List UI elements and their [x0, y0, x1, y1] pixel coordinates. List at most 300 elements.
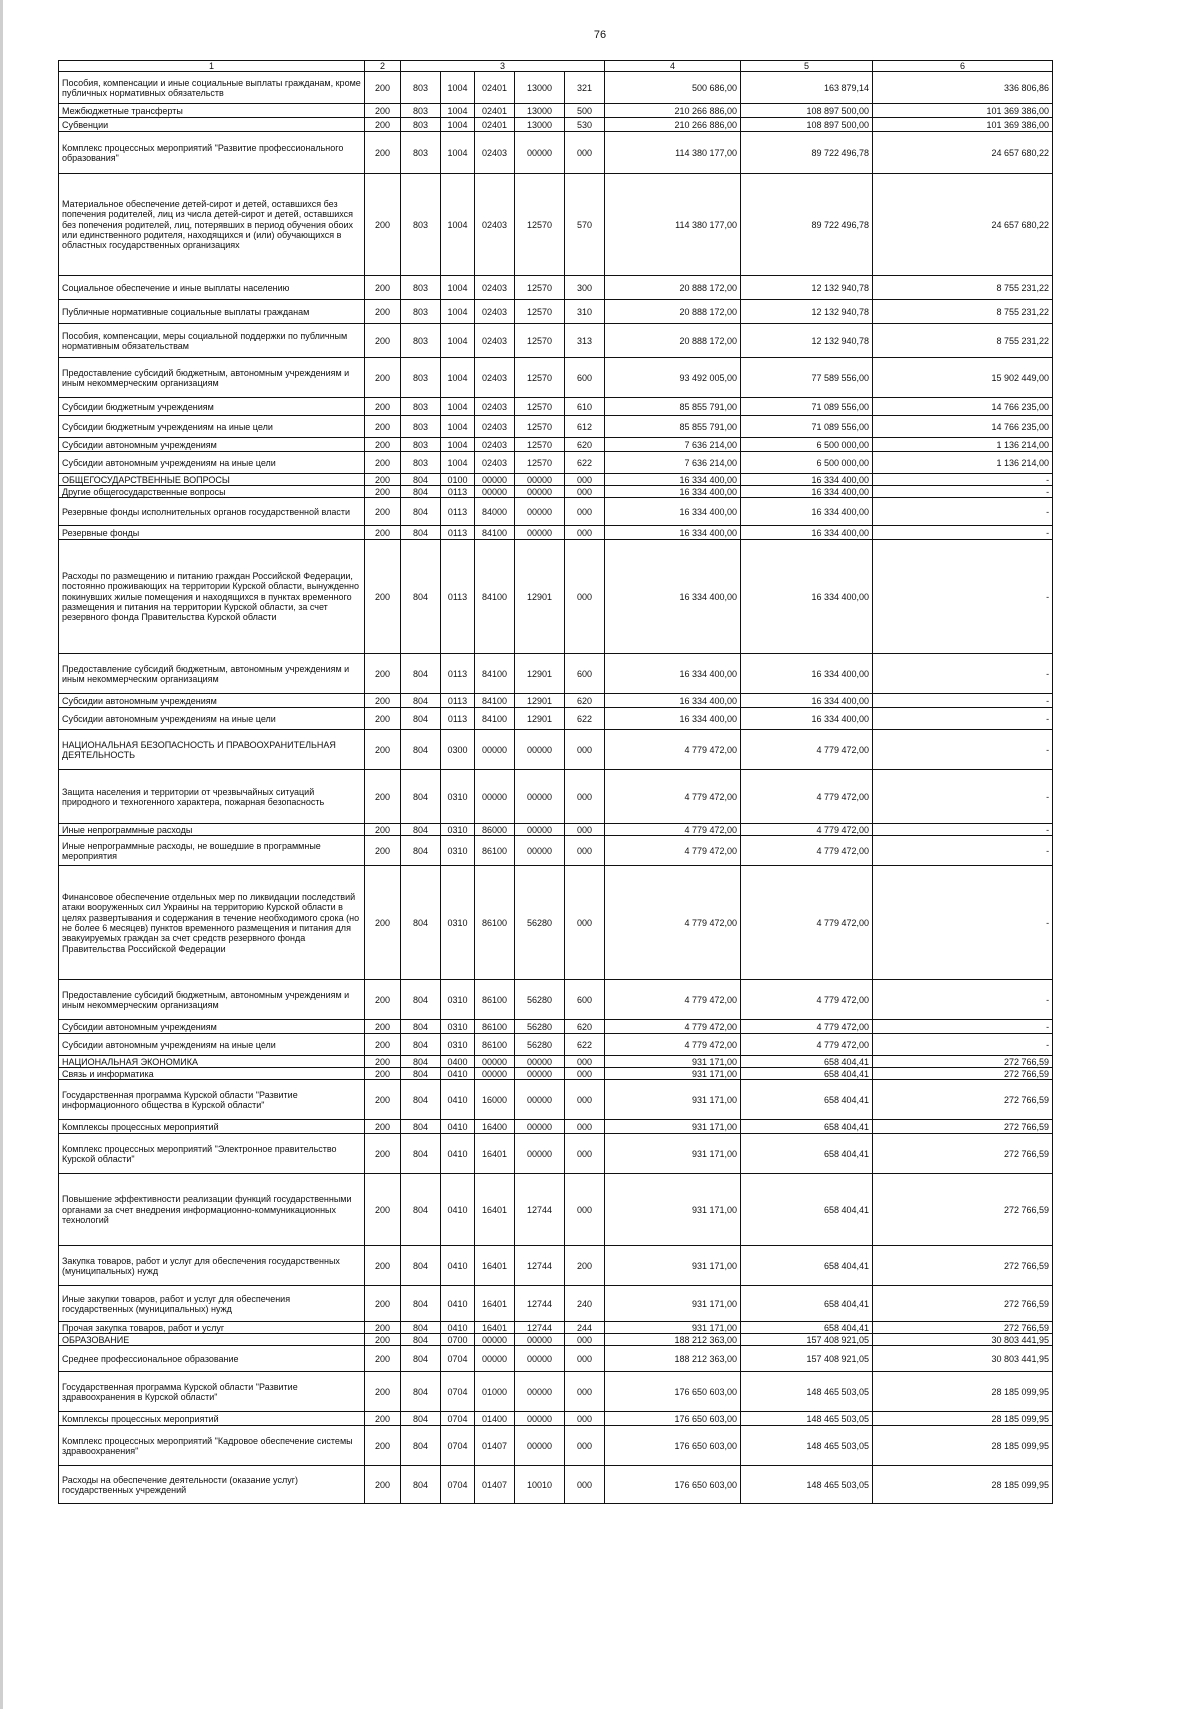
expense-type-code: 570 — [565, 174, 605, 276]
col2-code: 200 — [365, 1426, 401, 1466]
amount-col6: 272 766,59 — [873, 1286, 1053, 1322]
direction-code: 12744 — [515, 1286, 565, 1322]
row-name: Субсидии автономным учреждениям на иные цели — [59, 708, 365, 730]
expense-type-code: 200 — [565, 1246, 605, 1286]
program-code: 02403 — [475, 276, 515, 300]
amount-col5: 12 132 940,78 — [741, 276, 873, 300]
table-row — [59, 1068, 1053, 1080]
direction-code: 12570 — [515, 416, 565, 438]
section-code: 0410 — [441, 1120, 475, 1134]
expense-type-code: 500 — [565, 104, 605, 118]
col2-code: 200 — [365, 866, 401, 980]
table-row — [59, 324, 1053, 358]
col2-code: 200 — [365, 1322, 401, 1334]
direction-code: 12570 — [515, 174, 565, 276]
direction-code: 00000 — [515, 486, 565, 498]
row-name: Субсидии бюджетным учреждениям — [59, 398, 365, 416]
header-col-1: 1 — [59, 61, 365, 72]
table-row — [59, 540, 1053, 654]
ministry-code: 803 — [401, 118, 441, 132]
row-name: Финансовое обеспечение отдельных мер по ликвидации последствий атаки вооруженных сил Украины на территорию Курской области в целях развертывания и содержания в течение необходимого срока (но не более 6 месяцев) пунктов временного размещения и питания для эвакуируемых граждан за счет средств резервного фонда Правительства Российской Федерации — [59, 866, 365, 980]
amount-col4: 931 171,00 — [605, 1056, 741, 1068]
row-name: Комплекс процессных мероприятий "Кадровое обеспечение системы здравоохранения" — [59, 1426, 365, 1466]
program-code: 16401 — [475, 1286, 515, 1322]
amount-col5: 16 334 400,00 — [741, 474, 873, 486]
ministry-code: 804 — [401, 694, 441, 708]
amount-col5: 4 779 472,00 — [741, 866, 873, 980]
direction-code: 12744 — [515, 1174, 565, 1246]
amount-col6: 272 766,59 — [873, 1120, 1053, 1134]
section-code: 0410 — [441, 1080, 475, 1120]
section-code: 0410 — [441, 1322, 475, 1334]
amount-col6: - — [873, 836, 1053, 866]
program-code: 02401 — [475, 104, 515, 118]
amount-col4: 931 171,00 — [605, 1068, 741, 1080]
amount-col6: 1 136 214,00 — [873, 438, 1053, 452]
amount-col6: - — [873, 1020, 1053, 1034]
ministry-code: 803 — [401, 276, 441, 300]
table-row — [59, 730, 1053, 770]
amount-col5: 108 897 500,00 — [741, 118, 873, 132]
budget-table — [58, 60, 1053, 1504]
expense-type-code: 000 — [565, 770, 605, 824]
row-name: Повышение эффективности реализации функций государственными органами за счет внедрения информационно-коммуникационных технологий — [59, 1174, 365, 1246]
amount-col5: 148 465 503,05 — [741, 1412, 873, 1426]
amount-col5: 16 334 400,00 — [741, 694, 873, 708]
ministry-code: 803 — [401, 104, 441, 118]
amount-col4: 931 171,00 — [605, 1286, 741, 1322]
program-code: 02401 — [475, 118, 515, 132]
program-code: 84100 — [475, 708, 515, 730]
section-code: 0310 — [441, 824, 475, 836]
program-code: 01407 — [475, 1466, 515, 1504]
program-code: 02403 — [475, 438, 515, 452]
ministry-code: 803 — [401, 300, 441, 324]
table-row — [59, 474, 1053, 486]
row-name: Резервные фонды — [59, 526, 365, 540]
program-code: 16400 — [475, 1120, 515, 1134]
expense-type-code: 000 — [565, 1174, 605, 1246]
expense-type-code: 620 — [565, 438, 605, 452]
section-code: 1004 — [441, 118, 475, 132]
amount-col5: 6 500 000,00 — [741, 452, 873, 474]
header-col-2: 2 — [365, 61, 401, 72]
row-name: Субсидии автономным учреждениям — [59, 1020, 365, 1034]
row-name: Социальное обеспечение и иные выплаты населению — [59, 276, 365, 300]
amount-col6: - — [873, 770, 1053, 824]
section-code: 1004 — [441, 132, 475, 174]
amount-col6: - — [873, 980, 1053, 1020]
program-code: 00000 — [475, 1334, 515, 1346]
amount-col4: 114 380 177,00 — [605, 174, 741, 276]
amount-col6: 14 766 235,00 — [873, 416, 1053, 438]
row-name: Другие общегосударственные вопросы — [59, 486, 365, 498]
amount-col5: 163 879,14 — [741, 72, 873, 104]
amount-col6: 28 185 099,95 — [873, 1412, 1053, 1426]
col2-code: 200 — [365, 708, 401, 730]
section-code: 0113 — [441, 540, 475, 654]
direction-code: 00000 — [515, 1134, 565, 1174]
table-row — [59, 1246, 1053, 1286]
col2-code: 200 — [365, 526, 401, 540]
col2-code: 200 — [365, 118, 401, 132]
amount-col4: 7 636 214,00 — [605, 452, 741, 474]
table-row — [59, 118, 1053, 132]
table-row — [59, 486, 1053, 498]
row-name: Связь и информатика — [59, 1068, 365, 1080]
amount-col5: 89 722 496,78 — [741, 132, 873, 174]
row-name: Пособия, компенсации, меры социальной поддержки по публичным нормативным обязательствам — [59, 324, 365, 358]
table-row — [59, 1080, 1053, 1120]
header-col-6: 6 — [873, 61, 1053, 72]
table-row — [59, 1134, 1053, 1174]
ministry-code: 804 — [401, 486, 441, 498]
amount-col5: 4 779 472,00 — [741, 980, 873, 1020]
section-code: 0113 — [441, 708, 475, 730]
amount-col6: - — [873, 694, 1053, 708]
amount-col5: 16 334 400,00 — [741, 486, 873, 498]
amount-col5: 658 404,41 — [741, 1080, 873, 1120]
section-code: 0310 — [441, 980, 475, 1020]
ministry-code: 804 — [401, 1034, 441, 1056]
ministry-code: 803 — [401, 358, 441, 398]
section-code: 0410 — [441, 1174, 475, 1246]
col2-code: 200 — [365, 104, 401, 118]
amount-col5: 4 779 472,00 — [741, 836, 873, 866]
col2-code: 200 — [365, 1174, 401, 1246]
col2-code: 200 — [365, 980, 401, 1020]
row-name: Государственная программа Курской области "Развитие информационного общества в Курской области" — [59, 1080, 365, 1120]
amount-col6: 336 806,86 — [873, 72, 1053, 104]
expense-type-code: 612 — [565, 416, 605, 438]
direction-code: 12570 — [515, 300, 565, 324]
amount-col5: 4 779 472,00 — [741, 770, 873, 824]
header-col-4: 4 — [605, 61, 741, 72]
expense-type-code: 244 — [565, 1322, 605, 1334]
ministry-code: 804 — [401, 1080, 441, 1120]
direction-code: 12744 — [515, 1246, 565, 1286]
amount-col5: 16 334 400,00 — [741, 540, 873, 654]
direction-code: 12901 — [515, 708, 565, 730]
col2-code: 200 — [365, 1246, 401, 1286]
section-code: 0113 — [441, 694, 475, 708]
section-code: 1004 — [441, 416, 475, 438]
section-code: 1004 — [441, 438, 475, 452]
row-name: Предоставление субсидий бюджетным, автономным учреждениям и иным некоммерческим организациям — [59, 654, 365, 694]
direction-code: 00000 — [515, 1426, 565, 1466]
section-code: 0704 — [441, 1412, 475, 1426]
row-name: Субсидии бюджетным учреждениям на иные цели — [59, 416, 365, 438]
row-name: Межбюджетные трансферты — [59, 104, 365, 118]
expense-type-code: 000 — [565, 540, 605, 654]
ministry-code: 804 — [401, 654, 441, 694]
table-row — [59, 1372, 1053, 1412]
direction-code: 12901 — [515, 654, 565, 694]
row-name: Публичные нормативные социальные выплаты гражданам — [59, 300, 365, 324]
amount-col5: 16 334 400,00 — [741, 526, 873, 540]
expense-type-code: 000 — [565, 1120, 605, 1134]
table-row — [59, 416, 1053, 438]
table-row — [59, 498, 1053, 526]
section-code: 0100 — [441, 474, 475, 486]
table-row — [59, 526, 1053, 540]
amount-col4: 210 266 886,00 — [605, 118, 741, 132]
table-row — [59, 438, 1053, 452]
row-name: Комплекс процессных мероприятий "Электронное правительство Курской области" — [59, 1134, 365, 1174]
amount-col4: 176 650 603,00 — [605, 1426, 741, 1466]
section-code: 0113 — [441, 654, 475, 694]
row-name: Расходы на обеспечение деятельности (оказание услуг) государственных учреждений — [59, 1466, 365, 1504]
row-name: Комплексы процессных мероприятий — [59, 1412, 365, 1426]
expense-type-code: 240 — [565, 1286, 605, 1322]
expense-type-code: 000 — [565, 474, 605, 486]
table-row — [59, 1412, 1053, 1426]
section-code: 0704 — [441, 1372, 475, 1412]
amount-col5: 4 779 472,00 — [741, 1020, 873, 1034]
expense-type-code: 000 — [565, 1134, 605, 1174]
expense-type-code: 622 — [565, 708, 605, 730]
program-code: 84100 — [475, 694, 515, 708]
program-code: 84100 — [475, 654, 515, 694]
section-code: 0310 — [441, 770, 475, 824]
table-row — [59, 694, 1053, 708]
row-name: Материальное обеспечение детей-сирот и детей, оставшихся без попечения родителей, лиц из числа детей-сирот и детей, оставшихся без попечения родителей, лиц, потерявших в период обучения обоих или единственного родителя, находящихся и (или) обучающихся в областных государственных организациях — [59, 174, 365, 276]
program-code: 00000 — [475, 1068, 515, 1080]
ministry-code: 803 — [401, 416, 441, 438]
program-code: 86100 — [475, 1034, 515, 1056]
ministry-code: 803 — [401, 72, 441, 104]
col2-code: 200 — [365, 174, 401, 276]
amount-col5: 148 465 503,05 — [741, 1426, 873, 1466]
direction-code: 00000 — [515, 1080, 565, 1120]
ministry-code: 804 — [401, 498, 441, 526]
amount-col4: 188 212 363,00 — [605, 1334, 741, 1346]
table-header-row — [59, 61, 1053, 72]
header-col-3: 3 — [401, 61, 605, 72]
table-row — [59, 276, 1053, 300]
amount-col6: 28 185 099,95 — [873, 1372, 1053, 1412]
direction-code: 00000 — [515, 770, 565, 824]
expense-type-code: 000 — [565, 1334, 605, 1346]
section-code: 0700 — [441, 1334, 475, 1346]
row-name: Предоставление субсидий бюджетным, автономным учреждениям и иным некоммерческим организациям — [59, 980, 365, 1020]
section-code: 1004 — [441, 72, 475, 104]
section-code: 0410 — [441, 1286, 475, 1322]
amount-col6: 272 766,59 — [873, 1056, 1053, 1068]
amount-col6: 24 657 680,22 — [873, 174, 1053, 276]
ministry-code: 804 — [401, 1286, 441, 1322]
expense-type-code: 620 — [565, 694, 605, 708]
ministry-code: 804 — [401, 474, 441, 486]
ministry-code: 804 — [401, 708, 441, 730]
section-code: 1004 — [441, 398, 475, 416]
col2-code: 200 — [365, 1346, 401, 1372]
row-name: Иные закупки товаров, работ и услуг для обеспечения государственных (муниципальных) нужд — [59, 1286, 365, 1322]
amount-col5: 4 779 472,00 — [741, 824, 873, 836]
expense-type-code: 610 — [565, 398, 605, 416]
program-code: 16000 — [475, 1080, 515, 1120]
amount-col5: 89 722 496,78 — [741, 174, 873, 276]
col2-code: 200 — [365, 1466, 401, 1504]
expense-type-code: 620 — [565, 1020, 605, 1034]
amount-col5: 4 779 472,00 — [741, 730, 873, 770]
amount-col6: 272 766,59 — [873, 1080, 1053, 1120]
program-code: 02403 — [475, 452, 515, 474]
table-row — [59, 132, 1053, 174]
col2-code: 200 — [365, 1080, 401, 1120]
section-code: 1004 — [441, 452, 475, 474]
direction-code: 12744 — [515, 1322, 565, 1334]
col2-code: 200 — [365, 1134, 401, 1174]
section-code: 0410 — [441, 1134, 475, 1174]
direction-code: 12570 — [515, 438, 565, 452]
table-row — [59, 1346, 1053, 1372]
amount-col5: 12 132 940,78 — [741, 324, 873, 358]
program-code: 84000 — [475, 498, 515, 526]
expense-type-code: 310 — [565, 300, 605, 324]
amount-col4: 20 888 172,00 — [605, 276, 741, 300]
col2-code: 200 — [365, 730, 401, 770]
program-code: 02403 — [475, 300, 515, 324]
section-code: 1004 — [441, 358, 475, 398]
amount-col5: 77 589 556,00 — [741, 358, 873, 398]
header-col-5: 5 — [741, 61, 873, 72]
amount-col5: 658 404,41 — [741, 1322, 873, 1334]
col2-code: 200 — [365, 824, 401, 836]
expense-type-code: 000 — [565, 1080, 605, 1120]
amount-col6: 8 755 231,22 — [873, 300, 1053, 324]
amount-col6: 28 185 099,95 — [873, 1466, 1053, 1504]
ministry-code: 804 — [401, 770, 441, 824]
amount-col6: 101 369 386,00 — [873, 104, 1053, 118]
direction-code: 10010 — [515, 1466, 565, 1504]
program-code: 02403 — [475, 416, 515, 438]
table-row — [59, 1322, 1053, 1334]
amount-col4: 188 212 363,00 — [605, 1346, 741, 1372]
amount-col5: 658 404,41 — [741, 1134, 873, 1174]
row-name: Предоставление субсидий бюджетным, автономным учреждениям и иным некоммерческим организациям — [59, 358, 365, 398]
amount-col4: 931 171,00 — [605, 1246, 741, 1286]
amount-col6: 15 902 449,00 — [873, 358, 1053, 398]
amount-col5: 157 408 921,05 — [741, 1346, 873, 1372]
expense-type-code: 622 — [565, 452, 605, 474]
program-code: 86100 — [475, 836, 515, 866]
direction-code: 00000 — [515, 836, 565, 866]
amount-col4: 931 171,00 — [605, 1134, 741, 1174]
col2-code: 200 — [365, 1334, 401, 1346]
col2-code: 200 — [365, 1034, 401, 1056]
direction-code: 12570 — [515, 358, 565, 398]
expense-type-code: 000 — [565, 866, 605, 980]
amount-col4: 20 888 172,00 — [605, 324, 741, 358]
ministry-code: 804 — [401, 1174, 441, 1246]
section-code: 0113 — [441, 498, 475, 526]
row-name: Иные непрограммные расходы, не вошедшие в программные мероприятия — [59, 836, 365, 866]
direction-code: 56280 — [515, 1034, 565, 1056]
col2-code: 200 — [365, 358, 401, 398]
expense-type-code: 600 — [565, 358, 605, 398]
expense-type-code: 000 — [565, 526, 605, 540]
section-code: 0310 — [441, 1020, 475, 1034]
table-row — [59, 398, 1053, 416]
direction-code: 00000 — [515, 1346, 565, 1372]
direction-code: 00000 — [515, 1068, 565, 1080]
table-row — [59, 980, 1053, 1020]
amount-col6: - — [873, 824, 1053, 836]
amount-col4: 4 779 472,00 — [605, 866, 741, 980]
amount-col5: 4 779 472,00 — [741, 1034, 873, 1056]
section-code: 1004 — [441, 174, 475, 276]
amount-col6: - — [873, 708, 1053, 730]
amount-col5: 157 408 921,05 — [741, 1334, 873, 1346]
col2-code: 200 — [365, 1412, 401, 1426]
amount-col5: 658 404,41 — [741, 1120, 873, 1134]
amount-col4: 16 334 400,00 — [605, 498, 741, 526]
program-code: 00000 — [475, 486, 515, 498]
program-code: 02403 — [475, 324, 515, 358]
col2-code: 200 — [365, 654, 401, 694]
program-code: 01407 — [475, 1426, 515, 1466]
amount-col4: 210 266 886,00 — [605, 104, 741, 118]
table-row — [59, 174, 1053, 276]
col2-code: 200 — [365, 276, 401, 300]
amount-col6: - — [873, 1034, 1053, 1056]
amount-col4: 16 334 400,00 — [605, 486, 741, 498]
amount-col6: - — [873, 474, 1053, 486]
expense-type-code: 000 — [565, 836, 605, 866]
program-code: 02403 — [475, 398, 515, 416]
col2-code: 200 — [365, 132, 401, 174]
amount-col4: 20 888 172,00 — [605, 300, 741, 324]
col2-code: 200 — [365, 1068, 401, 1080]
ministry-code: 803 — [401, 324, 441, 358]
col2-code: 200 — [365, 416, 401, 438]
amount-col6: 272 766,59 — [873, 1322, 1053, 1334]
direction-code: 56280 — [515, 980, 565, 1020]
amount-col6: 8 755 231,22 — [873, 324, 1053, 358]
direction-code: 00000 — [515, 824, 565, 836]
row-name: Государственная программа Курской области "Развитие здравоохранения в Курской области" — [59, 1372, 365, 1412]
ministry-code: 803 — [401, 174, 441, 276]
table-row — [59, 1174, 1053, 1246]
row-name: Среднее профессиональное образование — [59, 1346, 365, 1372]
row-name: Резервные фонды исполнительных органов государственной власти — [59, 498, 365, 526]
col2-code: 200 — [365, 72, 401, 104]
table-row — [59, 1056, 1053, 1068]
expense-type-code: 622 — [565, 1034, 605, 1056]
program-code: 86100 — [475, 980, 515, 1020]
ministry-code: 804 — [401, 1412, 441, 1426]
table-row — [59, 1034, 1053, 1056]
row-name: НАЦИОНАЛЬНАЯ БЕЗОПАСНОСТЬ И ПРАВООХРАНИТЕЛЬНАЯ ДЕЯТЕЛЬНОСТЬ — [59, 730, 365, 770]
ministry-code: 804 — [401, 1020, 441, 1034]
amount-col4: 176 650 603,00 — [605, 1466, 741, 1504]
row-name: Закупка товаров, работ и услуг для обеспечения государственных (муниципальных) нужд — [59, 1246, 365, 1286]
expense-type-code: 600 — [565, 654, 605, 694]
col2-code: 200 — [365, 438, 401, 452]
program-code: 01000 — [475, 1372, 515, 1412]
direction-code: 12901 — [515, 540, 565, 654]
amount-col6: 1 136 214,00 — [873, 452, 1053, 474]
table-row — [59, 1286, 1053, 1322]
program-code: 86000 — [475, 824, 515, 836]
section-code: 0400 — [441, 1056, 475, 1068]
row-name: ОБЩЕГОСУДАРСТВЕННЫЕ ВОПРОСЫ — [59, 474, 365, 486]
direction-code: 12570 — [515, 398, 565, 416]
direction-code: 12901 — [515, 694, 565, 708]
row-name: Иные непрограммные расходы — [59, 824, 365, 836]
direction-code: 00000 — [515, 730, 565, 770]
